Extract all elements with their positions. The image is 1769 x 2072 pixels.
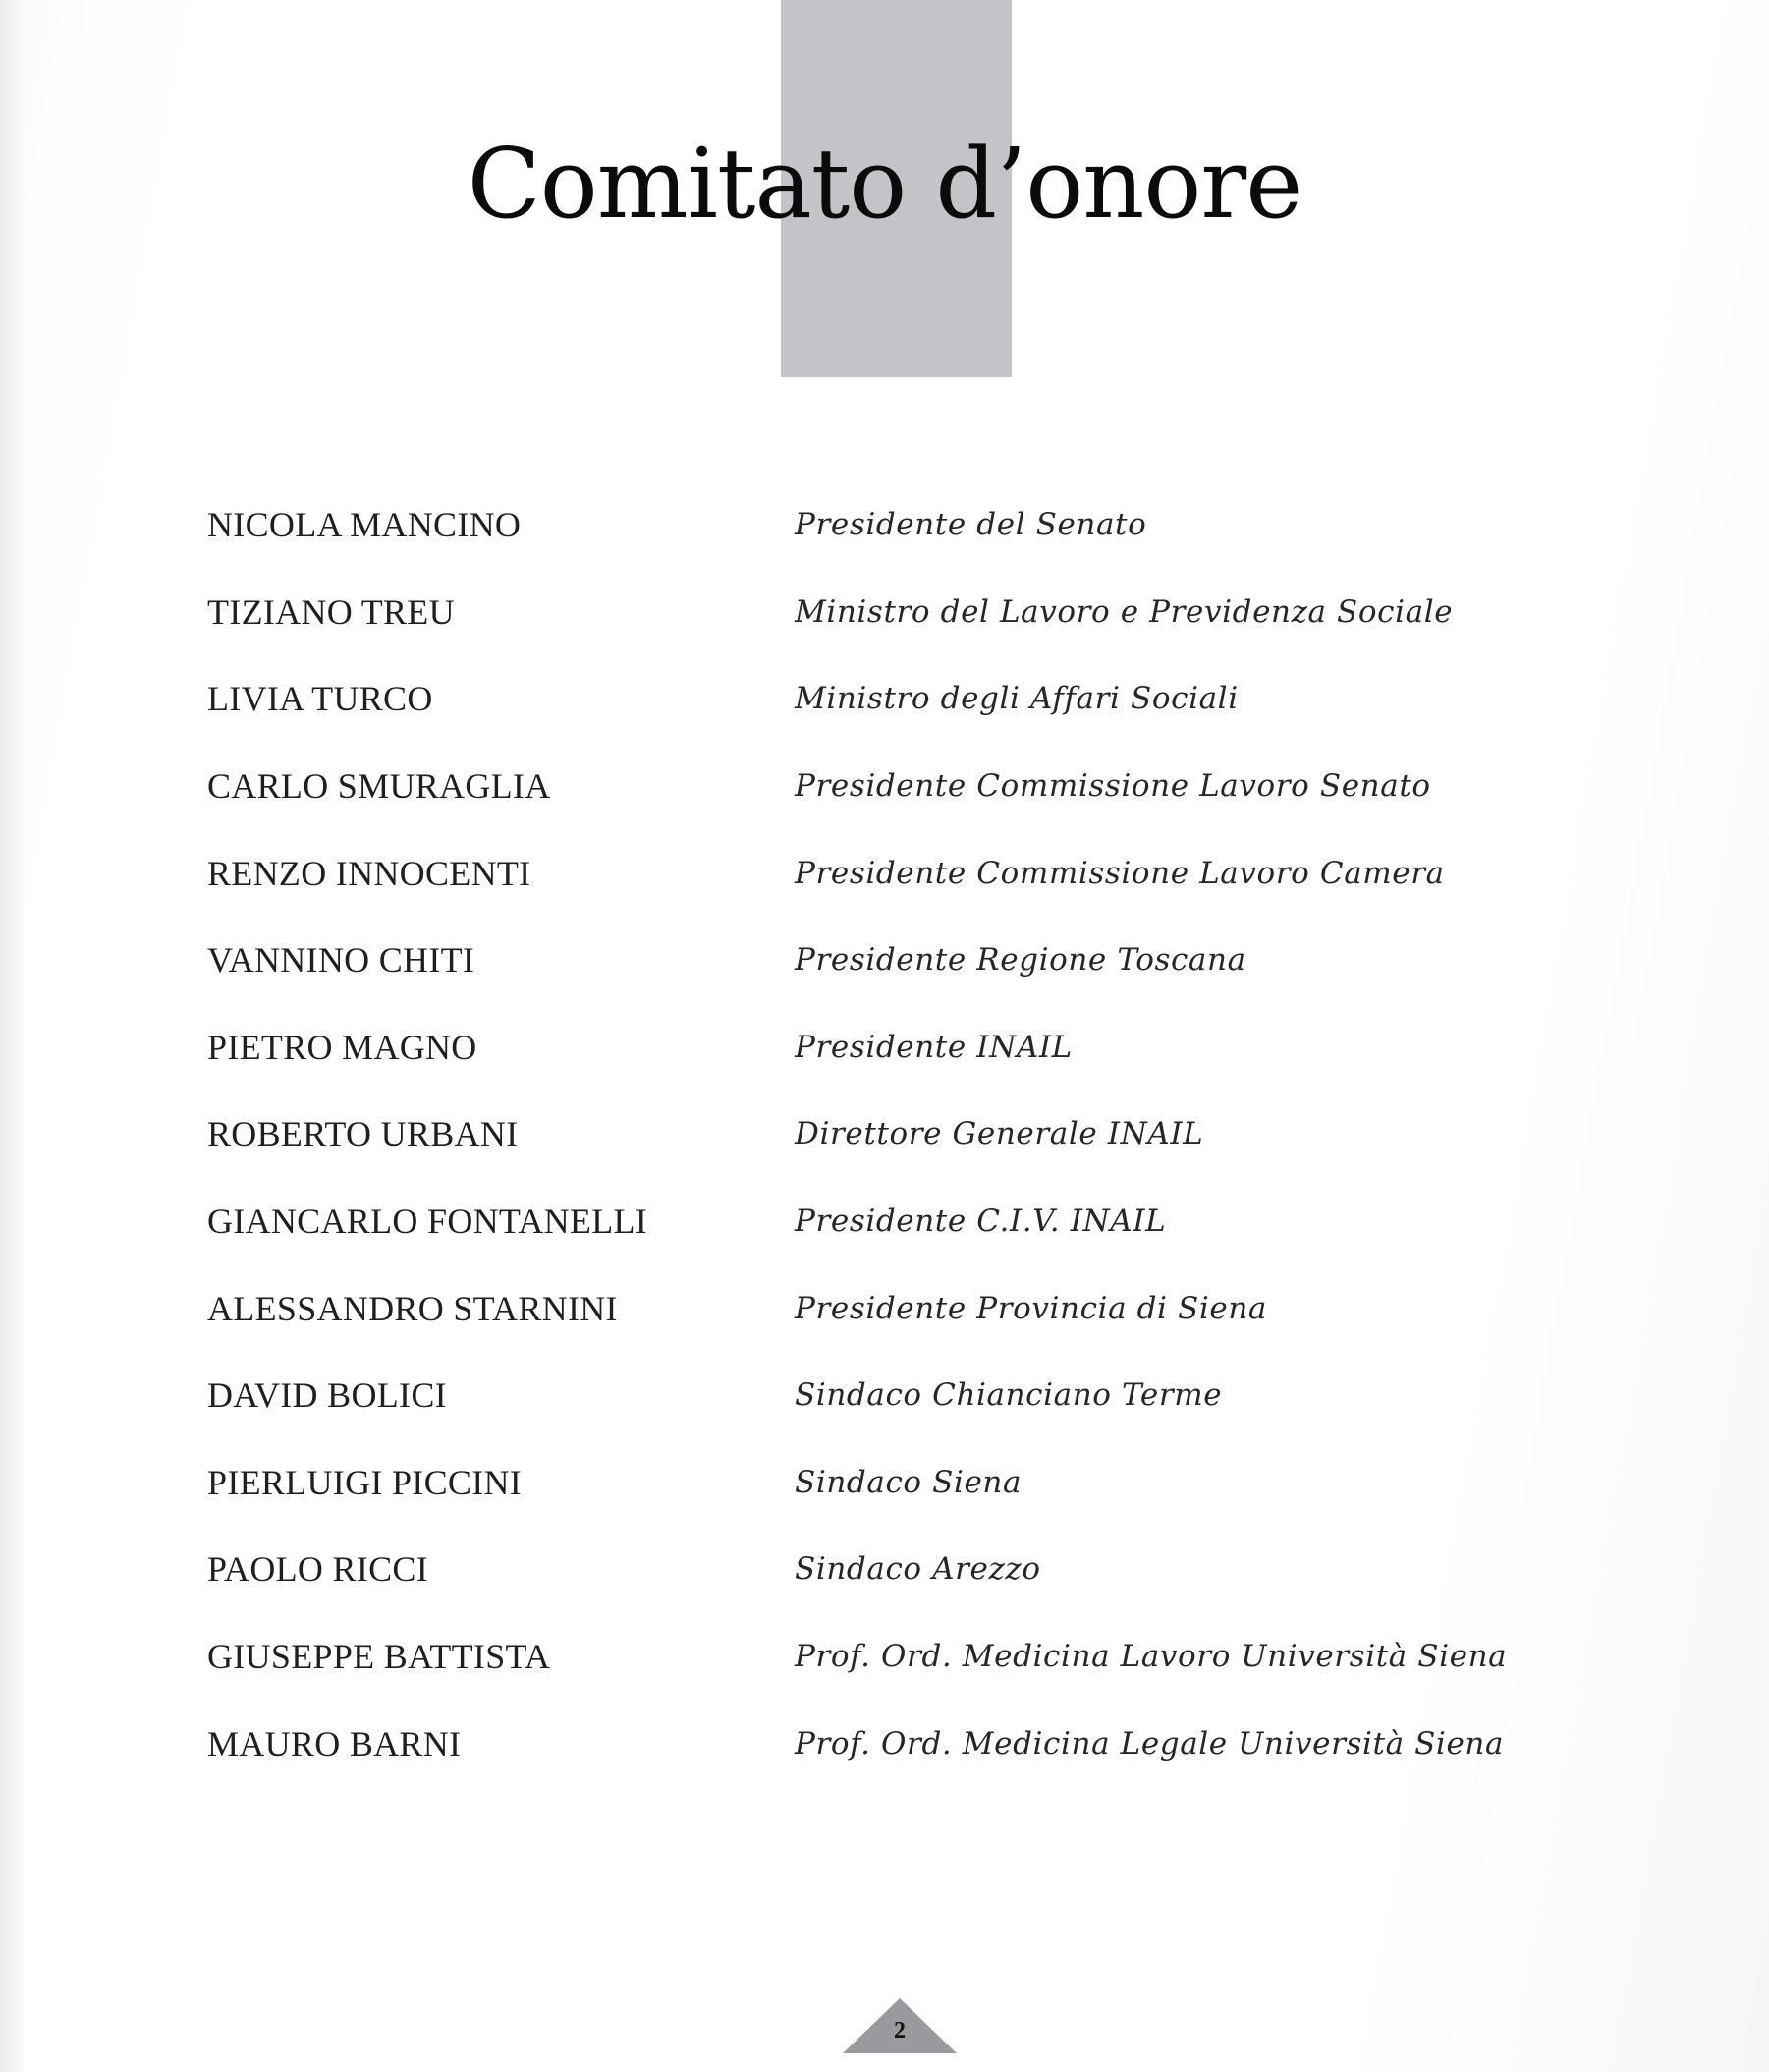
list-item — [207, 1264, 1631, 1352]
member-name: LIVIA TURCO — [207, 679, 433, 719]
member-role: Presidente C.I.V. INAIL — [795, 1204, 1167, 1240]
list-item — [207, 1700, 1631, 1787]
member-name: DAVID BOLICI — [207, 1375, 447, 1416]
member-name: NICOLA MANCINO — [207, 505, 522, 545]
list-item — [207, 829, 1631, 917]
member-role: Ministro del Lavoro e Previdenza Sociale — [795, 593, 1454, 630]
member-name: PIERLUIGI PICCINI — [207, 1462, 523, 1502]
committee-list — [207, 481, 1631, 1787]
member-role: Prof. Ord. Medicina Lavoro Università Siena — [795, 1639, 1508, 1675]
member-name: RENZO INNOCENTI — [207, 853, 531, 893]
member-name: GIANCARLO FONTANELLI — [207, 1202, 648, 1242]
member-role: Sindaco Chianciano Terme — [795, 1377, 1223, 1414]
list-item — [207, 1352, 1631, 1439]
page-edge-shadow — [0, 0, 24, 2072]
list-item — [207, 917, 1631, 1004]
member-role: Sindaco Siena — [795, 1464, 1023, 1500]
list-item — [207, 569, 1631, 656]
list-item — [207, 1178, 1631, 1265]
page-number: 2 — [894, 2018, 906, 2044]
member-role: Presidente Provincia di Siena — [795, 1290, 1267, 1326]
member-name: CARLO SMURAGLIA — [207, 766, 551, 807]
list-item — [207, 1091, 1631, 1178]
member-name: MAURO BARNI — [207, 1723, 462, 1764]
member-name: ROBERTO URBANI — [207, 1114, 519, 1154]
member-role: Direttore Generale INAIL — [795, 1116, 1204, 1152]
member-role: Presidente Commissione Lavoro Camera — [795, 855, 1445, 891]
list-item — [207, 1613, 1631, 1701]
member-name: PAOLO RICCI — [207, 1549, 429, 1590]
member-role: Presidente Commissione Lavoro Senato — [795, 768, 1431, 805]
member-role: Prof. Ord. Medicina Legale Università Siena — [795, 1725, 1505, 1762]
list-item — [207, 655, 1631, 743]
list-item — [207, 1439, 1631, 1527]
list-item — [207, 1526, 1631, 1613]
list-item — [207, 1004, 1631, 1092]
page-title: Comitato d’onore — [467, 129, 1302, 241]
member-role: Presidente INAIL — [795, 1029, 1073, 1065]
member-name: GIUSEPPE BATTISTA — [207, 1637, 551, 1677]
member-name: ALESSANDRO STARNINI — [207, 1288, 618, 1328]
member-name: TIZIANO TREU — [207, 591, 455, 632]
member-role: Ministro degli Affari Sociali — [795, 681, 1239, 717]
member-role: Presidente Regione Toscana — [795, 942, 1246, 979]
member-role: Sindaco Arezzo — [795, 1551, 1041, 1588]
list-item — [207, 481, 1631, 569]
list-item — [207, 743, 1631, 830]
member-name: PIETRO MAGNO — [207, 1027, 477, 1067]
member-name: VANNINO CHITI — [207, 940, 475, 980]
member-role: Presidente del Senato — [795, 507, 1147, 543]
